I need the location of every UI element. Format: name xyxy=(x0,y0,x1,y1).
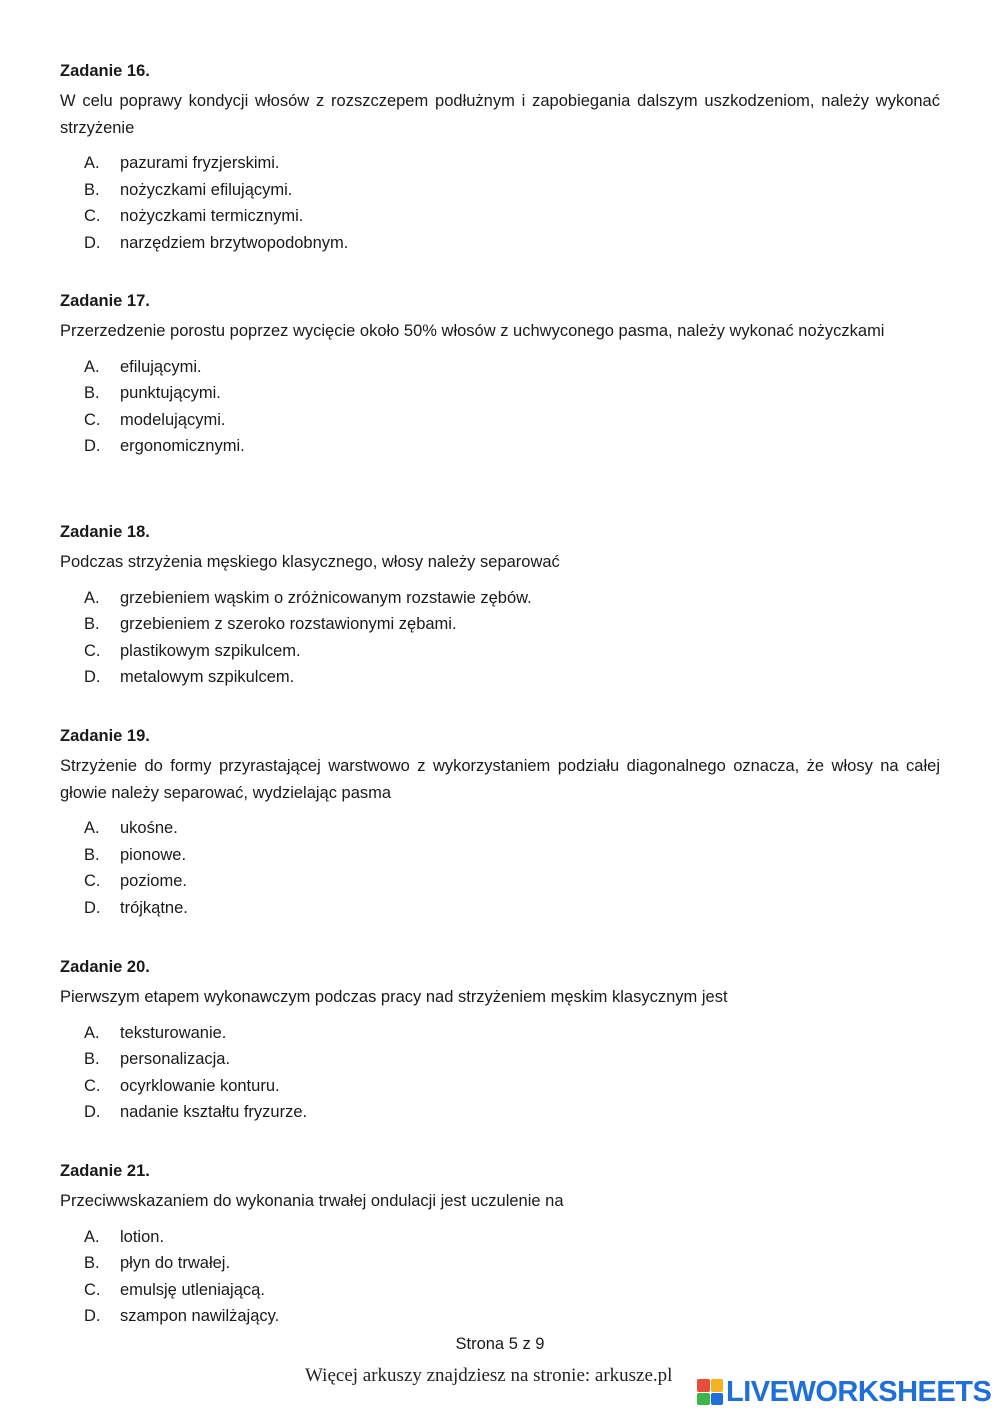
answer-text: poziome. xyxy=(120,872,187,890)
answer-option[interactable] xyxy=(60,1073,940,1100)
answer-text: ergonomicznymi. xyxy=(120,437,245,455)
answer-option[interactable] xyxy=(60,1099,940,1126)
task-title: Zadanie 18. xyxy=(60,523,150,541)
logo-square xyxy=(711,1393,724,1406)
answer-option[interactable] xyxy=(60,433,940,460)
answer-option[interactable] xyxy=(60,1046,940,1073)
answer-text: teksturowanie. xyxy=(120,1023,227,1042)
answer-option[interactable] xyxy=(60,1277,940,1304)
task-title: Zadanie 20. xyxy=(60,958,150,976)
answer-text: grzebieniem z szeroko rozstawionymi zębami. xyxy=(120,615,457,633)
answer-letter: C. xyxy=(84,1076,101,1095)
answer-option[interactable] xyxy=(60,1303,940,1330)
answer-list xyxy=(60,1020,940,1126)
answer-letter: D. xyxy=(84,668,101,686)
task-16 xyxy=(60,58,940,256)
answer-option[interactable] xyxy=(60,230,940,257)
answer-text: trójkątne. xyxy=(120,898,188,917)
answer-list xyxy=(60,585,940,691)
answer-option[interactable] xyxy=(60,638,940,665)
answer-option[interactable] xyxy=(60,1224,940,1251)
logo-square xyxy=(697,1379,710,1392)
task-question: W celu poprawy kondycji włosów z rozszczepem podłużnym i zapobiegania dalszym uszkodzeniom, należy wykonać strzyżenie xyxy=(60,92,940,137)
answer-text: personalizacja. xyxy=(120,1050,231,1068)
answer-option[interactable] xyxy=(60,611,940,638)
task-question: Podczas strzyżenia męskiego klasycznego, włosy należy separować xyxy=(60,553,560,571)
answer-letter: A. xyxy=(84,1023,100,1042)
answer-option[interactable] xyxy=(60,203,940,230)
answer-option[interactable] xyxy=(60,815,940,842)
answer-list xyxy=(60,815,940,921)
answer-list xyxy=(60,354,940,460)
answer-letter: D. xyxy=(84,1307,101,1325)
answer-letter: C. xyxy=(84,410,101,429)
answer-text: pionowe. xyxy=(120,845,187,864)
answer-letter: C. xyxy=(84,207,101,225)
answer-letter: C. xyxy=(84,872,101,890)
answer-letter: A. xyxy=(84,819,100,837)
answer-list xyxy=(60,1224,940,1330)
answer-option[interactable] xyxy=(60,1250,940,1277)
answer-text: nadanie kształtu fryzurze. xyxy=(120,1103,308,1121)
logo-square xyxy=(711,1379,724,1392)
answer-letter: C. xyxy=(84,1280,101,1299)
answer-text: nożyczkami efilującymi. xyxy=(120,180,293,199)
answer-text: płyn do trwałej. xyxy=(120,1254,231,1272)
answer-letter: D. xyxy=(84,898,101,917)
task-20 xyxy=(60,954,940,1126)
answer-option[interactable] xyxy=(60,177,940,204)
answer-letter: B. xyxy=(84,1050,100,1068)
answer-text: metalowym szpikulcem. xyxy=(120,668,295,686)
answer-letter: D. xyxy=(84,437,101,455)
logo-text: LIVEWORKSHEETS xyxy=(726,1376,992,1408)
task-question: Strzyżenie do formy przyrastającej warstwowo z wykorzystaniem podziału diagonalnego oznacza, że włosy na całej głowie należy separować, wydzielając pasma xyxy=(60,757,940,802)
task-title: Zadanie 17. xyxy=(60,292,150,310)
task-question: Przerzedzenie porostu poprzez wycięcie około 50% włosów z uchwyconego pasma, należy wykonać nożyczkami xyxy=(60,322,885,340)
liveworksheets-logo[interactable] xyxy=(697,1374,991,1410)
answer-list xyxy=(60,150,940,256)
task-question: Pierwszym etapem wykonawczym podczas pracy nad strzyżeniem męskim klasycznym jest xyxy=(60,988,728,1006)
answer-option[interactable] xyxy=(60,895,940,922)
answer-option[interactable] xyxy=(60,354,940,381)
answer-text: narzędziem brzytwopodobnym. xyxy=(120,233,349,252)
answer-text: lotion. xyxy=(120,1227,165,1246)
answer-letter: B. xyxy=(84,384,100,402)
answer-text: plastikowym szpikulcem. xyxy=(120,641,301,660)
answer-letter: D. xyxy=(84,233,101,252)
answer-option[interactable] xyxy=(60,380,940,407)
task-21 xyxy=(60,1158,940,1330)
task-question: Przeciwwskazaniem do wykonania trwałej ondulacji jest uczulenie na xyxy=(60,1192,564,1210)
answer-option[interactable] xyxy=(60,664,940,691)
answer-option[interactable] xyxy=(60,1020,940,1047)
answer-text: nożyczkami termicznymi. xyxy=(120,207,304,225)
task-17 xyxy=(60,288,940,460)
answer-text: efilującymi. xyxy=(120,357,202,376)
logo-square xyxy=(697,1393,710,1406)
answer-text: modelującymi. xyxy=(120,410,226,429)
answer-text: punktującymi. xyxy=(120,384,221,402)
answer-letter: A. xyxy=(84,154,100,172)
answer-letter: B. xyxy=(84,1254,100,1272)
source-note: Więcej arkuszy znajdziesz na stronie: arkusze.pl xyxy=(305,1365,673,1386)
answer-option[interactable] xyxy=(60,868,940,895)
answer-letter: B. xyxy=(84,845,100,864)
answer-letter: A. xyxy=(84,588,100,607)
answer-option[interactable] xyxy=(60,407,940,434)
task-18 xyxy=(60,519,940,691)
answer-letter: A. xyxy=(84,357,100,376)
answer-letter: A. xyxy=(84,1227,100,1246)
answer-text: grzebieniem wąskim o zróżnicowanym rozstawie zębów. xyxy=(120,588,532,607)
answer-option[interactable] xyxy=(60,842,940,869)
answer-text: pazurami fryzjerskimi. xyxy=(120,154,280,172)
answer-text: ocyrklowanie konturu. xyxy=(120,1076,280,1095)
answer-letter: B. xyxy=(84,180,100,199)
task-title: Zadanie 16. xyxy=(60,62,150,80)
answer-letter: B. xyxy=(84,615,100,633)
answer-letter: D. xyxy=(84,1103,101,1121)
answer-option[interactable] xyxy=(60,585,940,612)
task-title: Zadanie 21. xyxy=(60,1162,150,1180)
answer-option[interactable] xyxy=(60,150,940,177)
answer-text: ukośne. xyxy=(120,819,178,837)
page-number: Strona 5 z 9 xyxy=(455,1335,545,1353)
task-19 xyxy=(60,723,940,921)
answer-text: emulsję utleniającą. xyxy=(120,1280,265,1299)
liveworksheets-mark-icon xyxy=(697,1379,723,1405)
task-title: Zadanie 19. xyxy=(60,727,150,745)
answer-letter: C. xyxy=(84,641,101,660)
answer-text: szampon nawilżający. xyxy=(120,1307,280,1325)
